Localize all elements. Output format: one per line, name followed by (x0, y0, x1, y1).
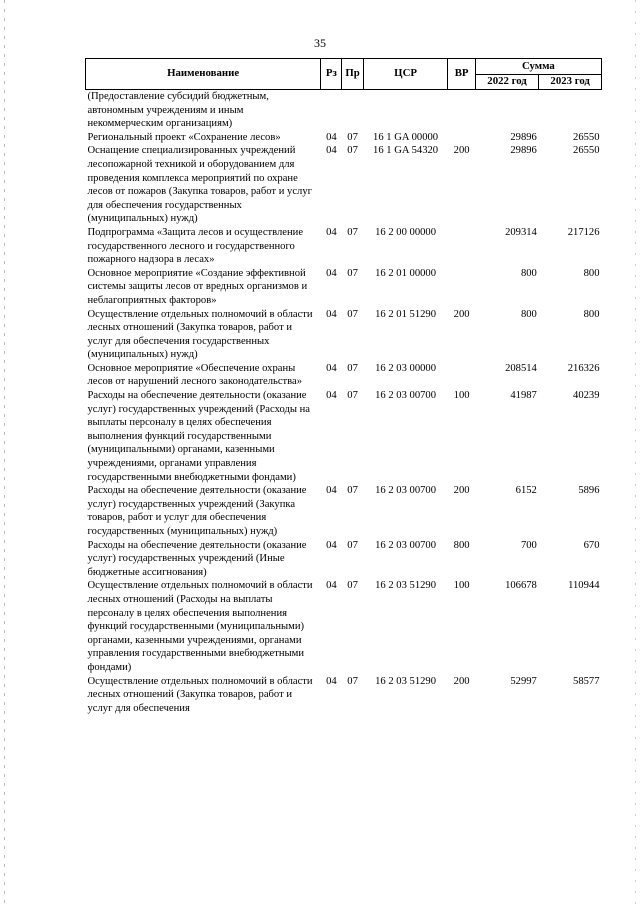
row-vr: 800 (453, 539, 470, 551)
row-value-2023: 26550 (573, 131, 600, 143)
row-vr: 200 (453, 675, 470, 687)
row-vr (448, 131, 475, 145)
row-name: Региональный проект «Сохранение лесов» (87, 131, 281, 143)
table-row (86, 539, 602, 580)
row-rz: 04 (326, 226, 337, 238)
row-pr (342, 90, 363, 131)
row-value-2022: 800 (520, 308, 537, 320)
row-value-2022 (475, 90, 539, 131)
row-name: Осуществление отдельных полномочий в области лесных отношений (Закупка товаров, работ и услуг для обеспечения государственных (муниципальных) нужд) (87, 308, 313, 361)
row-rz: 04 (326, 539, 337, 551)
row-pr: 07 (347, 267, 358, 279)
row-value-2022: 106678 (505, 580, 537, 592)
row-value-2023: 216326 (567, 362, 600, 374)
row-vr: 200 (453, 308, 470, 320)
row-csr: 16 2 03 00700 (375, 539, 437, 551)
row-value-2023: 217126 (567, 226, 600, 238)
row-rz: 04 (326, 308, 337, 320)
row-value-2023: 800 (583, 308, 600, 320)
row-name: Основное мероприятие «Обеспечение охраны лесов от нарушений лесного законодательства» (87, 362, 303, 388)
row-value-2022: 6152 (515, 485, 537, 497)
row-vr: 100 (453, 390, 470, 402)
row-pr: 07 (347, 390, 358, 402)
row-pr: 07 (347, 145, 358, 157)
row-value-2022: 209314 (505, 226, 537, 238)
row-vr: 200 (453, 145, 470, 157)
row-value-2022: 52997 (510, 675, 537, 687)
row-csr: 16 2 03 51290 (375, 675, 437, 687)
table-row (86, 144, 602, 226)
row-pr: 07 (347, 362, 358, 374)
row-pr: 07 (347, 226, 358, 238)
row-value-2022: 29896 (510, 131, 537, 143)
row-name: Осуществление отдельных полномочий в области лесных отношений (Закупка товаров, работ и услуг для обеспечения (87, 675, 313, 714)
row-csr: 16 2 03 00000 (375, 362, 437, 374)
row-value-2022: 29896 (510, 145, 537, 157)
row-value-2023 (539, 90, 602, 131)
row-csr: 16 2 01 00000 (375, 267, 437, 279)
page-number: 35 (314, 36, 326, 50)
row-vr: 100 (453, 580, 470, 592)
row-vr: 200 (453, 485, 470, 497)
row-csr: 16 2 03 00700 (375, 390, 437, 402)
table-row (86, 675, 602, 716)
row-value-2023: 58577 (573, 675, 600, 687)
row-rz: 04 (326, 675, 337, 687)
scan-edge-right (635, 0, 636, 905)
table-row (86, 267, 602, 308)
row-value-2022: 208514 (505, 362, 537, 374)
row-value-2022: 41987 (510, 390, 537, 402)
table-row (86, 90, 602, 131)
row-pr: 07 (347, 539, 358, 551)
row-name: (Предоставление субсидий бюджетным, автономным учреждениям и иным некоммерческим организациям) (87, 91, 269, 130)
table-header (86, 59, 602, 90)
row-rz (321, 90, 342, 131)
row-value-2023: 26550 (573, 145, 600, 157)
table-row (86, 131, 602, 145)
row-name: Осуществление отдельных полномочий в области лесных отношений (Расходы на выплаты персоналу в целях обеспечения выполнения функций государственными (муниципальными) органами, казенными учреждениями, органами управления государственными внебюджетными фондами) (87, 580, 313, 673)
row-pr: 07 (347, 485, 358, 497)
header-rz: Рз (321, 59, 342, 90)
row-vr (448, 267, 475, 308)
table-row (86, 308, 602, 362)
row-pr: 07 (347, 580, 358, 592)
row-rz: 04 (326, 580, 337, 592)
header-year-2023: 2023 год (539, 75, 602, 90)
header-pr: Пр (342, 59, 363, 90)
row-pr: 07 (347, 131, 358, 143)
row-rz: 04 (326, 485, 337, 497)
row-name: Расходы на обеспечение деятельности (оказание услуг) государственных учреждений (Иные бюджетные ассигнования) (87, 539, 307, 578)
table-row (86, 362, 602, 389)
header-name: Наименование (86, 59, 321, 90)
row-rz: 04 (326, 131, 337, 143)
row-csr: 16 2 03 51290 (375, 580, 437, 592)
row-rz: 04 (326, 362, 337, 374)
row-rz: 04 (326, 267, 337, 279)
row-value-2023: 800 (583, 267, 600, 279)
row-name: Оснащение специализированных учреждений лесопожарной техникой и оборудованием для проведения комплекса мероприятий по охране лесов от пожаров (Закупка товаров, работ и услуг для обеспечения государственных (муниципальных) нужд) (87, 145, 312, 225)
row-pr: 07 (347, 675, 358, 687)
table-row (86, 389, 602, 484)
row-value-2022: 700 (520, 539, 537, 551)
header-csr: ЦСР (363, 59, 448, 90)
row-name: Основное мероприятие «Создание эффективной системы защиты лесов от вредных организмов и неблагоприятных факторов» (87, 267, 308, 306)
row-name: Подпрограмма «Защита лесов и осуществление государственного лесного и государственного пожарного надзора в лесах» (87, 226, 304, 266)
row-vr (448, 362, 475, 389)
table-row (86, 226, 602, 267)
row-rz: 04 (326, 145, 337, 157)
row-csr: 16 2 01 51290 (375, 308, 437, 320)
row-csr: 16 1 GA 54320 (373, 145, 439, 157)
row-name: Расходы на обеспечение деятельности (оказание услуг) государственных учреждений (Закупка товаров, работ и услуг для обеспечения государственных (муниципальных) нужд) (87, 485, 307, 537)
header-vr: ВР (448, 59, 475, 90)
table-row (86, 484, 602, 538)
row-pr: 07 (347, 308, 358, 320)
scan-edge-left (4, 0, 5, 905)
row-value-2023: 110944 (568, 580, 600, 592)
row-csr: 16 1 GA 00000 (373, 131, 439, 143)
table-body (86, 90, 602, 716)
row-value-2023: 670 (583, 539, 600, 551)
table-row (86, 579, 602, 674)
budget-table (85, 58, 602, 715)
row-csr (363, 90, 448, 131)
row-name: Расходы на обеспечение деятельности (оказание услуг) государственных учреждений (Расходы на выплаты персоналу в целях обеспечения выполнения функций государственными (муниципальными) органами, казенными учреждениями, органами управления государственными внебюджетными фондами) (87, 390, 310, 483)
row-value-2022: 800 (520, 267, 537, 279)
row-vr (448, 226, 475, 267)
row-vr (448, 90, 475, 131)
row-csr: 16 2 03 00700 (375, 485, 437, 497)
row-csr: 16 2 00 00000 (375, 226, 437, 238)
row-value-2023: 5896 (578, 485, 600, 497)
row-rz: 04 (326, 390, 337, 402)
header-year-2022: 2022 год (475, 75, 539, 90)
header-sum: Сумма (475, 59, 601, 75)
row-value-2023: 40239 (573, 390, 600, 402)
